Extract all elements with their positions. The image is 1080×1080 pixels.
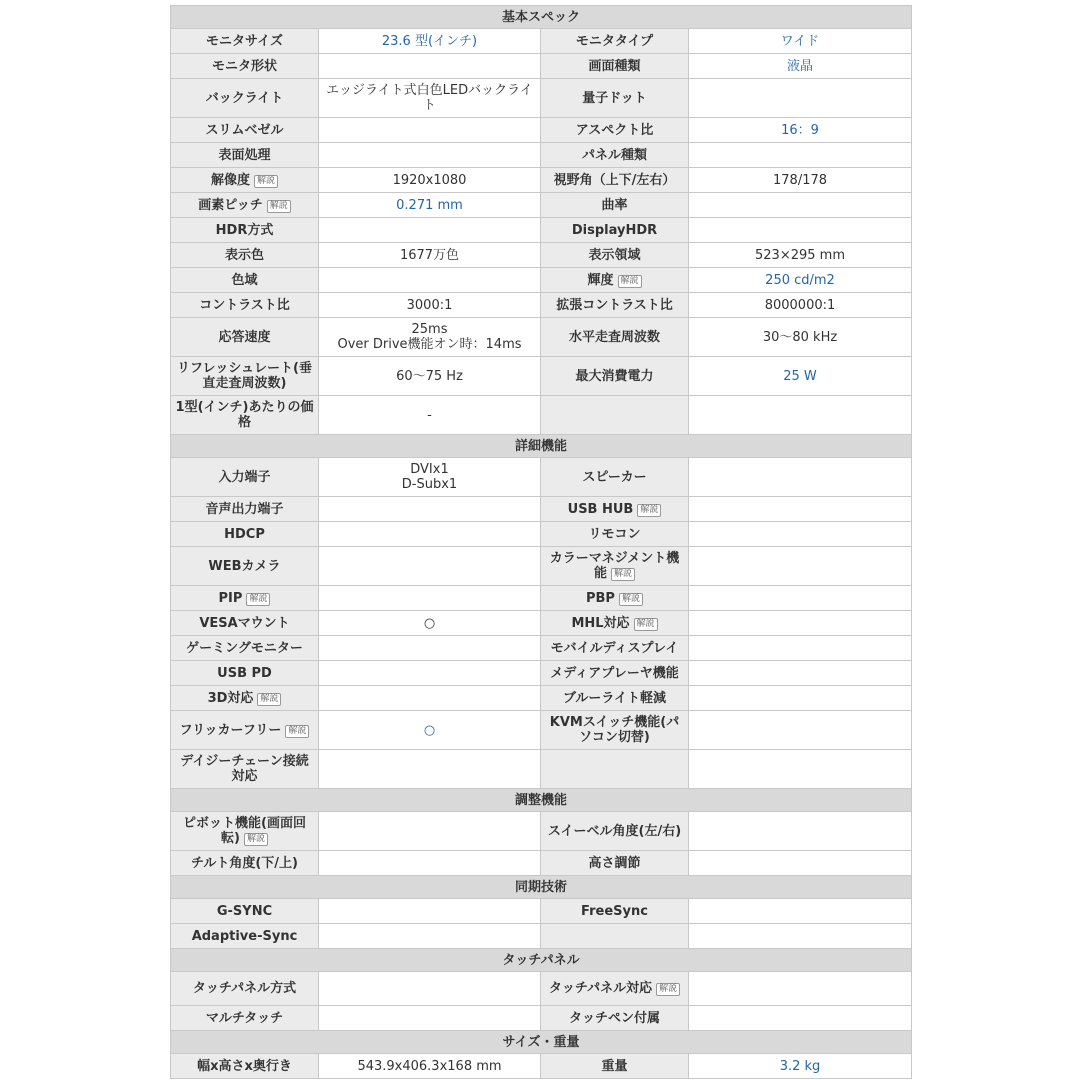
spec-label-text: 輝度 bbox=[587, 272, 614, 288]
explanation-badge[interactable]: 解説 bbox=[246, 593, 270, 606]
spec-value: 178/178 bbox=[689, 168, 912, 193]
spec-table bbox=[170, 5, 912, 1079]
spec-label bbox=[541, 293, 689, 318]
section-title: タッチパネル bbox=[171, 949, 912, 972]
spec-row bbox=[171, 118, 912, 143]
spec-row bbox=[171, 396, 912, 435]
spec-label bbox=[171, 972, 319, 1006]
spec-label bbox=[541, 812, 689, 851]
spec-label-text: マルチタッチ bbox=[205, 1010, 284, 1026]
spec-row bbox=[171, 357, 912, 396]
spec-label-text: PBP bbox=[586, 590, 615, 606]
spec-value bbox=[689, 497, 912, 522]
spec-value bbox=[689, 711, 912, 750]
spec-label-text: 入力端子 bbox=[218, 469, 271, 485]
spec-row bbox=[171, 458, 912, 497]
spec-value bbox=[689, 899, 912, 924]
spec-value bbox=[319, 318, 541, 357]
spec-label bbox=[541, 54, 689, 79]
spec-value: 8000000:1 bbox=[689, 293, 912, 318]
spec-label-text: モニタタイプ bbox=[575, 33, 654, 49]
spec-value: 3.2 kg bbox=[689, 1054, 912, 1079]
spec-row bbox=[171, 1006, 912, 1031]
spec-label-text: モバイルディスプレイ bbox=[550, 640, 679, 656]
spec-label-text: 水平走査周波数 bbox=[568, 329, 660, 345]
spec-label-text: WEBカメラ bbox=[208, 558, 281, 574]
explanation-badge[interactable]: 解説 bbox=[618, 275, 642, 288]
section-header-row bbox=[171, 789, 912, 812]
spec-label bbox=[541, 458, 689, 497]
spec-value bbox=[689, 636, 912, 661]
spec-label bbox=[171, 396, 319, 435]
spec-label-text: 応答速度 bbox=[218, 329, 271, 345]
spec-label-text: リモコン bbox=[588, 526, 641, 542]
spec-row bbox=[171, 924, 912, 949]
spec-row bbox=[171, 293, 912, 318]
spec-label bbox=[171, 143, 319, 168]
section-header-row bbox=[171, 1031, 912, 1054]
spec-table-body bbox=[171, 6, 912, 1079]
section-header-row bbox=[171, 6, 912, 29]
spec-label bbox=[541, 661, 689, 686]
spec-label bbox=[171, 268, 319, 293]
spec-label-text: 曲率 bbox=[601, 197, 628, 213]
spec-value bbox=[319, 118, 541, 143]
spec-label bbox=[541, 29, 689, 54]
spec-value: ○ bbox=[319, 711, 541, 750]
spec-row bbox=[171, 611, 912, 636]
spec-value bbox=[689, 522, 912, 547]
spec-row bbox=[171, 522, 912, 547]
spec-value: 0.271 mm bbox=[319, 193, 541, 218]
spec-row bbox=[171, 972, 912, 1006]
spec-label-text: メディアプレーヤ機能 bbox=[550, 665, 679, 681]
spec-label-text: 幅x高さx奥行き bbox=[197, 1058, 292, 1074]
explanation-badge[interactable]: 解説 bbox=[244, 833, 268, 846]
spec-label bbox=[171, 899, 319, 924]
spec-label bbox=[541, 193, 689, 218]
spec-value bbox=[689, 812, 912, 851]
spec-value: エッジライト式白色LEDバックライト bbox=[319, 79, 541, 118]
spec-label-text: デイジーチェーン接続対応 bbox=[180, 754, 309, 784]
spec-label-text: G-SYNC bbox=[216, 903, 273, 919]
spec-label-text: MHL対応 bbox=[571, 615, 630, 631]
section-title: 調整機能 bbox=[171, 789, 912, 812]
spec-label-text: モニタサイズ bbox=[206, 33, 283, 49]
spec-value bbox=[689, 924, 912, 949]
spec-value-line: DVIx1 bbox=[410, 462, 449, 477]
section-title: 詳細機能 bbox=[171, 435, 912, 458]
section-header-row bbox=[171, 876, 912, 899]
spec-value: 1920x1080 bbox=[319, 168, 541, 193]
spec-value-line: 25ms bbox=[411, 322, 448, 337]
spec-label-text: リフレッシュレート(垂直走査周波数) bbox=[176, 361, 313, 391]
spec-label-text: パネル種類 bbox=[581, 147, 647, 163]
spec-label-text: フリッカーフリー bbox=[179, 722, 282, 738]
explanation-badge[interactable]: 解説 bbox=[267, 200, 291, 213]
spec-value bbox=[689, 193, 912, 218]
spec-row bbox=[171, 143, 912, 168]
spec-value bbox=[319, 218, 541, 243]
spec-row bbox=[171, 218, 912, 243]
spec-label-text: 色域 bbox=[231, 272, 258, 288]
spec-value: 25 W bbox=[689, 357, 912, 396]
spec-label bbox=[541, 522, 689, 547]
spec-row bbox=[171, 686, 912, 711]
spec-label bbox=[541, 1006, 689, 1031]
spec-row bbox=[171, 497, 912, 522]
spec-label-text: HDCP bbox=[224, 526, 265, 542]
spec-row bbox=[171, 851, 912, 876]
spec-label-text: アスペクト比 bbox=[575, 122, 654, 138]
spec-value-line: Over Drive機能オン時：14ms bbox=[337, 337, 522, 352]
spec-label-text: モニタ形状 bbox=[211, 58, 277, 74]
spec-label-text: 画面種類 bbox=[588, 58, 641, 74]
spec-label bbox=[541, 924, 689, 949]
spec-label bbox=[171, 1054, 319, 1079]
spec-value-line: D-Subx1 bbox=[401, 477, 458, 492]
spec-label-text: 3D対応 bbox=[207, 690, 254, 706]
spec-label bbox=[171, 243, 319, 268]
spec-label-text: スイーベル角度(左/右) bbox=[547, 823, 682, 839]
spec-row bbox=[171, 899, 912, 924]
spec-value bbox=[319, 812, 541, 851]
spec-row bbox=[171, 318, 912, 357]
spec-label-text: チルト角度(下/上) bbox=[191, 855, 298, 871]
spec-label-text: 最大消費電力 bbox=[575, 368, 654, 384]
spec-value bbox=[689, 396, 912, 435]
spec-label bbox=[541, 79, 689, 118]
spec-label-text: 音声出力端子 bbox=[205, 501, 284, 517]
spec-label-text: 表面処理 bbox=[218, 147, 271, 163]
spec-label bbox=[171, 497, 319, 522]
spec-label-text: コントラスト比 bbox=[199, 297, 290, 313]
spec-value: 250 cd/m2 bbox=[689, 268, 912, 293]
spec-value bbox=[689, 218, 912, 243]
spec-value bbox=[319, 586, 541, 611]
spec-label-text: 1型(インチ)あたりの価格 bbox=[175, 400, 314, 430]
spec-label-text: VESAマウント bbox=[199, 615, 290, 631]
spec-label-text: タッチペン付属 bbox=[568, 1010, 660, 1026]
spec-label bbox=[541, 711, 689, 750]
spec-value: 1677万色 bbox=[319, 243, 541, 268]
spec-row bbox=[171, 193, 912, 218]
spec-label bbox=[541, 318, 689, 357]
spec-label-text: 重量 bbox=[601, 1058, 628, 1074]
spec-value bbox=[319, 899, 541, 924]
spec-label-text: 量子ドット bbox=[582, 90, 647, 106]
spec-label bbox=[541, 357, 689, 396]
spec-label-text: 高さ調節 bbox=[588, 855, 641, 871]
spec-label bbox=[541, 243, 689, 268]
spec-label-text: FreeSync bbox=[581, 903, 648, 919]
spec-value: - bbox=[319, 396, 541, 435]
spec-row bbox=[171, 54, 912, 79]
spec-label-text: 表示色 bbox=[224, 247, 264, 263]
spec-row bbox=[171, 812, 912, 851]
spec-value: 液晶 bbox=[689, 54, 912, 79]
spec-label bbox=[541, 143, 689, 168]
spec-value bbox=[689, 79, 912, 118]
spec-label bbox=[541, 899, 689, 924]
spec-label-text: USB HUB bbox=[567, 501, 634, 517]
spec-label-text: スリムベゼル bbox=[205, 122, 284, 138]
spec-value: ワイド bbox=[689, 29, 912, 54]
section-header-row bbox=[171, 435, 912, 458]
spec-value bbox=[689, 1006, 912, 1031]
spec-label bbox=[171, 661, 319, 686]
explanation-badge[interactable]: 解説 bbox=[254, 175, 278, 188]
spec-label-text: ピボット機能(画面回転) bbox=[183, 816, 306, 846]
spec-value bbox=[319, 972, 541, 1006]
spec-value: 23.6 型(インチ) bbox=[319, 29, 541, 54]
spec-label bbox=[171, 168, 319, 193]
spec-row bbox=[171, 586, 912, 611]
spec-label bbox=[541, 851, 689, 876]
spec-label bbox=[171, 686, 319, 711]
spec-label-text: 視野角（上下/左右） bbox=[553, 172, 676, 188]
spec-value: ○ bbox=[319, 611, 541, 636]
explanation-badge[interactable]: 解説 bbox=[619, 593, 643, 606]
explanation-badge[interactable]: 解説 bbox=[285, 725, 309, 738]
spec-value bbox=[319, 497, 541, 522]
spec-value bbox=[689, 458, 912, 497]
spec-label bbox=[171, 79, 319, 118]
spec-label bbox=[541, 686, 689, 711]
spec-value: 3000:1 bbox=[319, 293, 541, 318]
section-header-row bbox=[171, 949, 912, 972]
spec-row bbox=[171, 268, 912, 293]
spec-label-text: DisplayHDR bbox=[571, 222, 658, 238]
spec-label-text: ブルーライト軽減 bbox=[562, 690, 667, 706]
spec-label bbox=[541, 611, 689, 636]
spec-value bbox=[319, 458, 541, 497]
spec-row bbox=[171, 1054, 912, 1079]
spec-label-text: バックライト bbox=[205, 90, 284, 106]
explanation-badge[interactable]: 解説 bbox=[611, 568, 635, 581]
spec-label bbox=[171, 812, 319, 851]
spec-label bbox=[541, 750, 689, 789]
spec-label bbox=[171, 636, 319, 661]
spec-value bbox=[319, 143, 541, 168]
spec-label bbox=[171, 218, 319, 243]
explanation-badge[interactable]: 解説 bbox=[257, 693, 281, 706]
spec-label bbox=[171, 522, 319, 547]
spec-label-text: カラーマネジメント機能 bbox=[549, 551, 680, 581]
spec-value bbox=[689, 750, 912, 789]
spec-label bbox=[171, 750, 319, 789]
spec-label bbox=[541, 118, 689, 143]
spec-label bbox=[171, 318, 319, 357]
spec-value bbox=[319, 547, 541, 586]
spec-value: 543.9x406.3x168 mm bbox=[319, 1054, 541, 1079]
spec-label bbox=[541, 586, 689, 611]
spec-value bbox=[689, 143, 912, 168]
spec-label-text: 拡張コントラスト比 bbox=[556, 297, 673, 313]
spec-value bbox=[689, 586, 912, 611]
spec-label-text: タッチパネル方式 bbox=[192, 981, 297, 996]
spec-row bbox=[171, 168, 912, 193]
spec-label bbox=[171, 611, 319, 636]
spec-row bbox=[171, 547, 912, 586]
spec-label-text: HDR方式 bbox=[215, 222, 274, 238]
spec-label-text: 表示領域 bbox=[588, 247, 641, 263]
spec-label bbox=[171, 54, 319, 79]
spec-label bbox=[171, 293, 319, 318]
spec-label bbox=[171, 458, 319, 497]
spec-value: 523×295 mm bbox=[689, 243, 912, 268]
spec-label bbox=[171, 851, 319, 876]
spec-label-text: PIP bbox=[218, 590, 243, 606]
spec-row bbox=[171, 79, 912, 118]
spec-label bbox=[541, 218, 689, 243]
spec-value bbox=[689, 661, 912, 686]
spec-value bbox=[319, 268, 541, 293]
section-title: サイズ・重量 bbox=[171, 1031, 912, 1054]
spec-value bbox=[319, 750, 541, 789]
spec-label-text: KVMスイッチ機能(パソコン切替) bbox=[549, 715, 680, 745]
spec-value bbox=[319, 851, 541, 876]
spec-label bbox=[171, 193, 319, 218]
spec-value bbox=[689, 547, 912, 586]
spec-value bbox=[689, 972, 912, 1006]
spec-value bbox=[319, 522, 541, 547]
spec-label bbox=[171, 924, 319, 949]
spec-value bbox=[689, 851, 912, 876]
spec-label bbox=[541, 396, 689, 435]
explanation-badge[interactable]: 解説 bbox=[656, 983, 680, 996]
spec-label-text: 画素ピッチ bbox=[198, 197, 263, 213]
spec-label bbox=[541, 972, 689, 1006]
section-title: 基本スペック bbox=[171, 6, 912, 29]
spec-label bbox=[541, 547, 689, 586]
explanation-badge[interactable]: 解説 bbox=[637, 504, 661, 517]
spec-row bbox=[171, 636, 912, 661]
spec-label bbox=[541, 636, 689, 661]
spec-value bbox=[319, 636, 541, 661]
spec-value: 60～75 Hz bbox=[319, 357, 541, 396]
spec-value bbox=[319, 686, 541, 711]
spec-label-text: USB PD bbox=[217, 665, 272, 681]
spec-label bbox=[171, 711, 319, 750]
spec-label bbox=[541, 168, 689, 193]
spec-value bbox=[319, 1006, 541, 1031]
spec-label bbox=[541, 497, 689, 522]
spec-label-text: Adaptive-Sync bbox=[191, 928, 298, 944]
spec-value bbox=[689, 611, 912, 636]
explanation-badge[interactable]: 解説 bbox=[634, 618, 658, 631]
spec-value bbox=[689, 686, 912, 711]
spec-label-text: ゲーミングモニター bbox=[186, 640, 303, 656]
section-title: 同期技術 bbox=[171, 876, 912, 899]
spec-value: 30～80 kHz bbox=[689, 318, 912, 357]
spec-row bbox=[171, 29, 912, 54]
spec-label bbox=[171, 118, 319, 143]
spec-value bbox=[319, 54, 541, 79]
spec-label-text: 解像度 bbox=[210, 172, 250, 188]
spec-label bbox=[171, 586, 319, 611]
spec-label bbox=[171, 1006, 319, 1031]
spec-label bbox=[171, 29, 319, 54]
spec-label bbox=[171, 357, 319, 396]
spec-row bbox=[171, 711, 912, 750]
spec-label bbox=[541, 268, 689, 293]
spec-value: 16：9 bbox=[689, 118, 912, 143]
spec-row bbox=[171, 750, 912, 789]
spec-label-text: タッチパネル対応 bbox=[548, 981, 653, 996]
spec-value bbox=[319, 924, 541, 949]
spec-value bbox=[319, 661, 541, 686]
spec-row bbox=[171, 243, 912, 268]
spec-label bbox=[541, 1054, 689, 1079]
spec-label-text: スピーカー bbox=[582, 469, 647, 485]
spec-label bbox=[171, 547, 319, 586]
spec-row bbox=[171, 661, 912, 686]
